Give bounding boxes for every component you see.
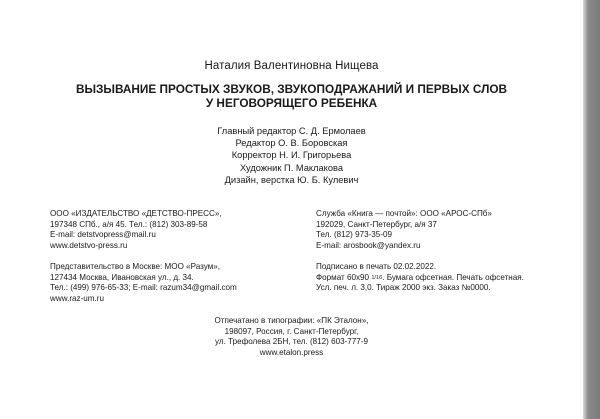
credit-chief-editor: Главный редактор С. Д. Ермолаев — [217, 126, 366, 136]
printing-house-address: ул. Трефолева 2БН, тел. (812) 603-777-9 — [214, 337, 368, 347]
printing-house-name: Отпечатано в типографии: «ПК Эталон», — [214, 316, 369, 325]
editorial-credits — [0, 125, 583, 186]
moscow-office-address: 127434 Москва, Ивановская ул., д. 34. — [50, 272, 194, 282]
credit-proofreader: Корректор Н. И. Григорьева — [231, 150, 352, 161]
moscow-office-website: www.raz-um.ru — [50, 293, 104, 303]
book-title-line-1: ВЫЗЫВАНИЕ ПРОСТЫХ ЗВУКОВ, ЗВУКОПОДРАЖАНИЙ И ПЕРВЫХ СЛОВ — [75, 82, 508, 96]
moscow-office-name: Представительство в Москве: МОО «Разум», — [50, 262, 221, 271]
page-edge-shadow — [583, 0, 600, 419]
mail-order-service-phone: Тел. (812) 973-35-09 — [316, 230, 392, 240]
printing-house-website: www.etalon.press — [259, 347, 324, 357]
mail-order-service-address: 192029, Санкт-Петербург, а/я 37 — [316, 219, 437, 229]
print-run-order: Усл. печ. л. 3,0. Тираж 2000 экз. Заказ №0000. — [316, 283, 491, 293]
format-suffix: . Бумага офсетная. Печать офсетная. — [382, 272, 524, 282]
moscow-office-info — [50, 262, 237, 304]
book-title-line-2: У НЕГОВОРЯЩЕГО РЕБЕНКА — [205, 96, 378, 110]
moscow-office-contacts: Тел.: (499) 976-65-33; E-mail: razum34@gmail.com — [50, 283, 237, 293]
format-paper-printing — [316, 273, 524, 284]
mail-order-service-email: E-mail: arosbook@yandex.ru — [316, 240, 421, 250]
credit-editor: Редактор О. В. Боровская — [235, 138, 348, 149]
print-details — [316, 262, 524, 294]
format-fraction: 1/16 — [371, 274, 383, 281]
printing-house-city: 198097, Россия, г. Санкт-Петербург, — [224, 326, 359, 336]
mail-order-service-info — [316, 209, 492, 251]
author-name: Наталия Валентиновна Нищева — [204, 60, 379, 72]
publisher-info — [50, 209, 222, 251]
format-prefix: Формат 60х90 — [316, 272, 372, 282]
publisher-website: www.detstvo-press.ru — [50, 240, 128, 250]
credit-design-layout: Дизайн, верстка Ю. Б. Кулевич — [224, 174, 359, 185]
printing-house-info — [0, 316, 583, 358]
credit-illustrator: Художник П. Маклакова — [239, 162, 343, 173]
mail-order-service-name: Служба «Книга — почтой»: ООО «АРОС-СПб» — [316, 209, 492, 218]
publisher-email: E-mail: detstvopress@mail.ru — [50, 230, 156, 240]
signed-to-print-date: Подписано в печать 02.02.2022. — [316, 262, 437, 271]
publisher-name: ООО «ИЗДАТЕЛЬСТВО «ДЕТСТВО-ПРЕСС», — [50, 209, 222, 218]
book-title — [0, 82, 583, 110]
publisher-address: 197348 СПб., а/я 45. Тел.: (812) 303-89-58 — [50, 219, 208, 229]
